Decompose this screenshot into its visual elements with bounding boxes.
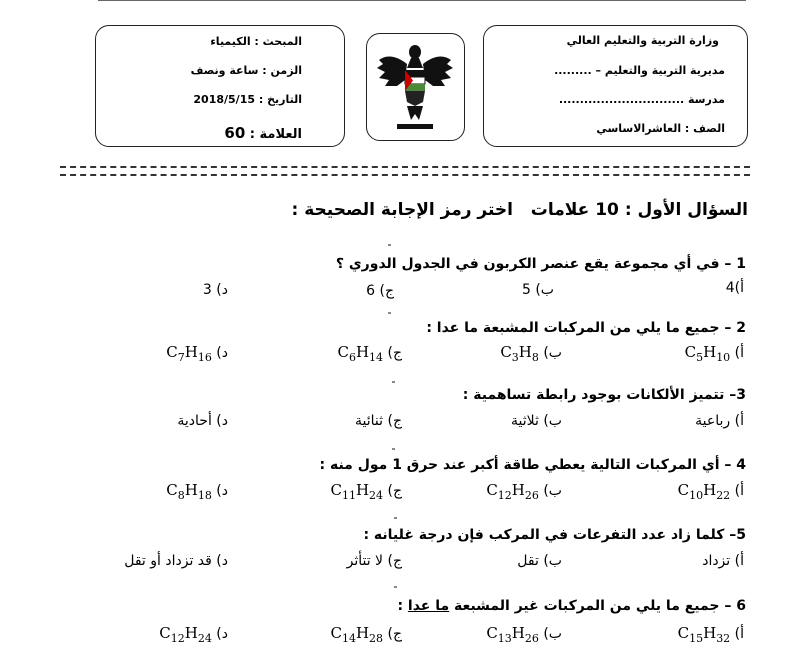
hydrogen-count: 16: [197, 351, 212, 364]
subject-line: المبحث : الكيمياء: [210, 35, 302, 48]
option-letter: د): [216, 345, 228, 361]
option-letter: ج): [387, 626, 402, 642]
q1-option-b[interactable]: [522, 282, 554, 298]
carbon-count: 3: [511, 351, 519, 364]
school-line: مدرسة ..............................: [558, 93, 725, 106]
q6-option-b[interactable]: [486, 624, 562, 645]
question-5-text: [363, 527, 746, 543]
carbon-count: 5: [696, 351, 704, 364]
option-value: قد تزداد أو تقل: [124, 553, 212, 569]
scan-speck: [392, 381, 395, 383]
question-6-emphasis: ما عدا: [407, 598, 450, 614]
option-value: 6: [366, 283, 376, 299]
option-value: أحادية: [177, 413, 212, 429]
hydrogen-count: 32: [716, 632, 731, 645]
question-3-stem: تتميز الألكانات بوجود رابطة تساهمية :: [462, 387, 725, 403]
mark-line: [224, 124, 302, 142]
formula: $C_{11}H_{24}$: [330, 481, 384, 502]
q5-option-a[interactable]: [702, 553, 744, 569]
scan-speck: [388, 312, 391, 314]
hydrogen-count: 28: [369, 632, 384, 645]
carbon-count: 11: [341, 489, 356, 502]
hydrogen-count: 24: [197, 632, 212, 645]
formula: $C_{12}H_{26}$: [486, 481, 539, 502]
q3-option-d[interactable]: [177, 413, 228, 429]
hydrogen-count: 26: [524, 489, 539, 502]
directorate-line: مديرية التربية والتعليم – .........: [554, 64, 725, 77]
q6-option-c[interactable]: [330, 624, 402, 645]
option-letter: ب): [543, 553, 562, 569]
option-letter: ج): [387, 345, 402, 361]
option-letter: د): [216, 483, 228, 499]
carbon-count: 8: [177, 489, 185, 502]
header-info-box-right: [483, 25, 748, 147]
eagle-emblem-icon: [367, 34, 463, 139]
option-letter: ب): [543, 345, 562, 361]
formula: $C_{12}H_{24}$: [159, 624, 212, 645]
hydrogen-count: 18: [197, 489, 212, 502]
option-letter: ب): [543, 483, 562, 499]
mark-label: العلامة :: [249, 127, 302, 142]
q6-option-d[interactable]: [159, 624, 228, 645]
carbon-count: 14: [341, 632, 356, 645]
time-line: الزمن : ساعة ونصف: [190, 64, 302, 77]
formula: $C_7H_{16}$: [166, 343, 212, 364]
question-4-number: 4 –: [724, 457, 746, 473]
option-letter: أ): [734, 626, 744, 642]
question-2-text: [426, 320, 746, 336]
carbon-count: 15: [689, 632, 704, 645]
q3-option-a[interactable]: [695, 413, 744, 429]
q4-option-d[interactable]: [166, 481, 228, 502]
option-letter: ج): [387, 483, 402, 499]
question-1-text: [336, 256, 746, 272]
option-value: 3: [202, 282, 212, 298]
option-letter: أ): [734, 553, 744, 569]
q1-option-c[interactable]: [366, 283, 394, 299]
option-value: تقل: [517, 553, 539, 569]
question-6-stem-end: :: [397, 598, 404, 614]
q3-option-c[interactable]: [355, 413, 402, 429]
q1-option-a[interactable]: [726, 280, 744, 296]
q5-option-d[interactable]: [124, 553, 228, 569]
q4-option-b[interactable]: [486, 481, 562, 502]
question-3-number: 3–: [729, 387, 746, 403]
heading-label: السؤال الأول :: [624, 200, 748, 220]
date-label: التاريخ :: [258, 93, 302, 106]
scan-speck: [394, 517, 397, 519]
option-letter: ب): [543, 626, 562, 642]
question-6-text: [397, 598, 746, 614]
hydrogen-count: 26: [524, 632, 539, 645]
question-2-stem: جميع ما يلي من المركبات المشبعة ما عدا :: [426, 320, 720, 336]
question-1-stem: في أي مجموعة يقع عنصر الكربون في الجدول الدوري ؟: [335, 256, 720, 272]
option-letter: ج): [387, 413, 402, 429]
heading-marks: 10 علامات: [530, 200, 619, 220]
q4-option-c[interactable]: [330, 481, 402, 502]
formula: $C_5H_{10}$: [684, 343, 731, 364]
heading-instruction: اختر رمز الإجابة الصحيحة :: [291, 200, 514, 220]
formula: $C_6H_{14}$: [337, 343, 384, 364]
option-value: لا تتأثر: [346, 553, 384, 569]
carbon-count: 10: [689, 489, 704, 502]
option-value: ثلاثية: [511, 413, 539, 429]
scan-speck: [392, 448, 395, 450]
question-5-number: 5–: [729, 527, 746, 543]
option-letter: أ): [734, 345, 744, 361]
question-6-stem: جميع ما يلي من المركبات غير المشبعة: [454, 598, 720, 614]
option-value: ثنائية: [355, 413, 384, 429]
formula: $C_3H_8$: [500, 343, 539, 364]
q2-option-c[interactable]: [337, 343, 402, 364]
formula: $C_{13}H_{26}$: [486, 624, 539, 645]
option-letter: د): [216, 413, 228, 429]
q2-option-a[interactable]: [685, 343, 744, 364]
hydrogen-count: 14: [369, 351, 384, 364]
formula: $C_{10}H_{22}$: [677, 481, 731, 502]
option-letter: ج): [387, 553, 402, 569]
ministry-name: وزارة التربية والتعليم العالي: [566, 34, 719, 47]
option-letter: ب): [535, 282, 554, 298]
question-4-stem: أي المركبات التالية يعطي طاقة أكبر عند حرق 1 مول منه :: [319, 457, 720, 473]
question-1-number: 1 –: [724, 256, 746, 272]
section-separator: [60, 166, 750, 176]
option-value: 5: [521, 282, 531, 298]
carbon-count: 12: [170, 632, 185, 645]
q1-option-d[interactable]: [203, 282, 228, 298]
option-letter: د): [216, 553, 228, 569]
hydrogen-count: 24: [369, 489, 384, 502]
grade-line: الصف : العاشرالاساسي: [596, 122, 725, 135]
option-letter: أ): [734, 413, 744, 429]
question-one-heading: [292, 200, 748, 220]
scan-speck: [394, 586, 397, 588]
q5-option-b[interactable]: [517, 553, 562, 569]
option-letter: ج): [379, 283, 394, 299]
q3-option-b[interactable]: [511, 413, 562, 429]
header-info-box-left: [95, 25, 345, 147]
option-value: رباعية: [695, 413, 731, 429]
option-letter: د): [216, 626, 228, 642]
carbon-count: 12: [497, 489, 512, 502]
emblem-box: [366, 33, 465, 141]
q6-option-a[interactable]: [678, 624, 744, 645]
mark-value: 60: [224, 124, 246, 142]
carbon-count: 6: [348, 351, 356, 364]
q2-option-b[interactable]: [500, 343, 562, 364]
top-border-line: [98, 0, 746, 5]
formula: $C_8H_{18}$: [166, 481, 212, 502]
q4-option-a[interactable]: [678, 481, 744, 502]
carbon-count: 7: [177, 351, 185, 364]
option-value: تزداد: [702, 553, 731, 569]
hydrogen-count: 22: [716, 489, 731, 502]
formula: $C_{15}H_{32}$: [677, 624, 731, 645]
q2-option-d[interactable]: [166, 343, 228, 364]
option-letter: ب): [543, 413, 562, 429]
question-3-text: [463, 387, 746, 403]
option-letter: أ): [734, 280, 744, 296]
q5-option-c[interactable]: [347, 553, 402, 569]
date-line: [193, 93, 302, 106]
option-value: 4: [725, 280, 735, 296]
hydrogen-count: 10: [716, 351, 731, 364]
question-4-text: [320, 457, 747, 473]
question-2-number: 2 –: [724, 320, 746, 336]
carbon-count: 13: [497, 632, 512, 645]
scan-speck: [388, 244, 391, 246]
option-letter: أ): [734, 483, 744, 499]
option-letter: د): [216, 282, 228, 298]
question-5-stem: كلما زاد عدد التفرعات في المركب فإن درجة غليانه :: [363, 527, 725, 543]
formula: $C_{14}H_{28}$: [330, 624, 384, 645]
hydrogen-count: 8: [531, 351, 539, 364]
question-6-number: 6 –: [724, 598, 746, 614]
date-value: 2018/5/15: [193, 93, 256, 106]
